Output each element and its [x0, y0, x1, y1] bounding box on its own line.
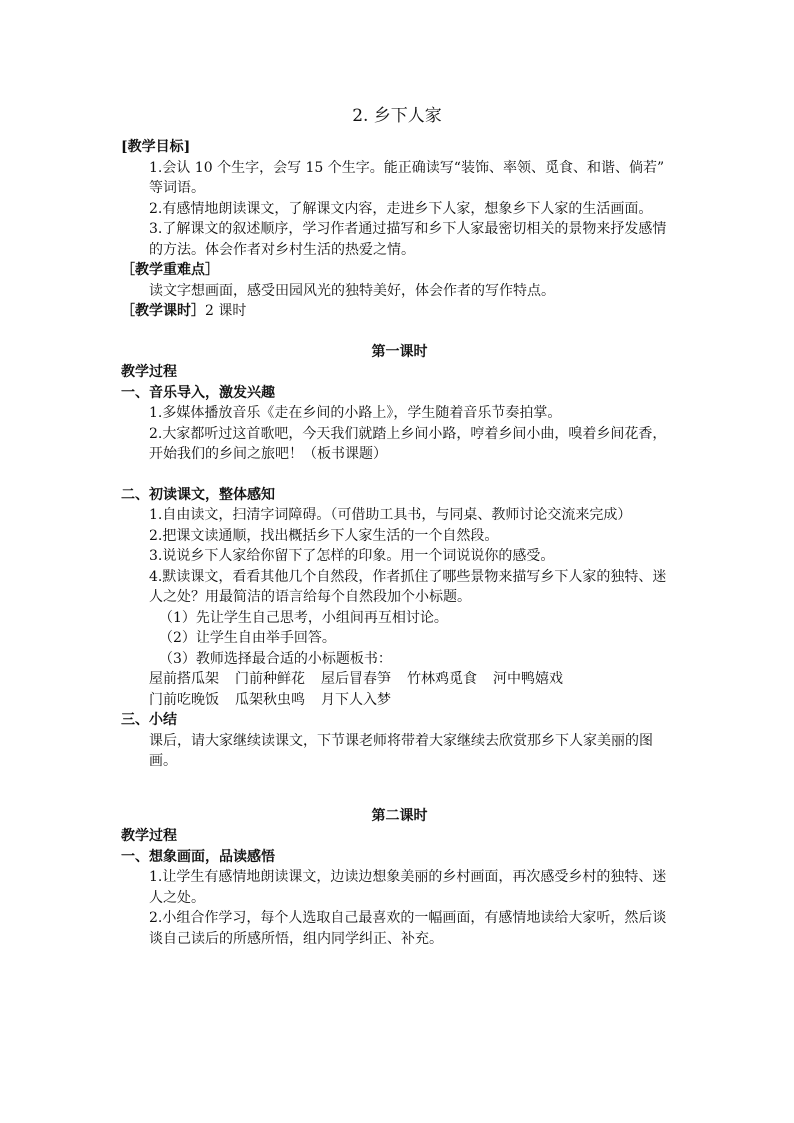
lesson2-part1-heading: 一、想象画面，品读感悟 [121, 848, 275, 865]
lesson1-part2-item: 4.默读课文，看看其他几个自然段，作者抓住了哪些景物来描写乡下人家的独特、迷人之处？用最简洁的语言给每个自然段加个小标题。 [149, 568, 667, 605]
lesson1-part1-item: 2.大家都听过这首歌吧，今天我们就踏上乡间小路，哼着乡间小曲，嗅着乡间花香，开始我们的乡间之旅吧！（板书课题） [149, 425, 667, 462]
spacer [121, 772, 678, 806]
lesson1-part2-item: 2.把课文读通顺，找出概括乡下人家生活的一个自然段。 [149, 527, 499, 544]
board-title: 瓜架秋虫鸣 [235, 691, 305, 708]
spacer [121, 322, 678, 342]
goals-heading: [教学目标] [121, 139, 191, 155]
lesson1-part3-text: 课后，请大家继续读课文，下节课老师将带着大家继续去欣赏那乡下人家美丽的图画。 [149, 732, 653, 769]
lesson1-part1-item: 1.多媒体播放音乐《走在乡间的小路上》，学生随着音乐节奏拍掌。 [149, 405, 562, 421]
lesson2-heading: 第二课时 [371, 807, 428, 824]
board-titles-row-1 [121, 669, 678, 690]
board-title: 门前吃晚饭 [149, 691, 219, 708]
board-title: 门前种鲜花 [235, 671, 305, 687]
lesson1-heading: 第一课时 [371, 343, 428, 360]
keypoints-text: 读文字想画面，感受田园风光的独特美好，体会作者的写作特点。 [149, 282, 555, 299]
spacer [121, 465, 678, 485]
lesson1-part2-subitem: （2）让学生自由举手回答。 [159, 630, 336, 646]
lesson1-part2-item: 3.说说乡下人家给你留下了怎样的印象。用一个词说说你的感受。 [149, 548, 555, 564]
board-titles-row-2 [121, 690, 678, 711]
lesson1-part1-heading: 一、音乐导入，激发兴趣 [121, 384, 275, 401]
lesson2-part1-item: 2.小组合作学习，每个人选取自己最喜欢的一幅画面，有感情地读给大家听，然后谈谈自己读后的所感所悟，组内同学纠正、补充。 [149, 910, 667, 947]
lesson1-part2-item: 1.自由读文，扫清字词障碍。（可借助工具书，与同桌、教师讨论交流来完成） [149, 507, 632, 523]
goal-item: 2.有感情地朗读课文，了解课文内容，走进乡下人家，想象乡下人家的生活画面。 [149, 200, 653, 217]
keypoints-heading-label: ［教学重难点］ [121, 262, 219, 278]
lesson-title: 2. 乡下人家 [352, 106, 442, 126]
hours-heading: ［教学课时］ [121, 303, 205, 319]
hours-text: 2 课时 [205, 303, 247, 319]
lesson1-part2-heading: 二、初读课文，整体感知 [121, 486, 275, 503]
hours-line [121, 301, 678, 322]
keypoints-heading [121, 260, 678, 281]
goal-item: 3.了解课文的叙述顺序，学习作者通过描写和乡下人家最密切相关的景物来抒发感情的方法。体会作者对乡村生活的热爱之情。 [149, 221, 667, 258]
lesson1-part2-subitem: （3）教师选择最合适的小标题板书： [159, 650, 392, 667]
board-title: 月下人入梦 [321, 691, 391, 708]
lesson2-process: 教学过程 [121, 828, 177, 844]
lesson2-part1-item: 1.让学生有感情地朗读课文，边读边想象美丽的乡村画面，再次感受乡村的独特、迷人之处。 [149, 869, 667, 906]
board-title: 竹林鸡觅食 [407, 671, 477, 687]
goal-item: 1.会认 10 个生字，会写 15 个生字。能正确读写“装饰、率领、觅食、和谐、倘若” 等词语。 [149, 159, 665, 196]
lesson1-process: 教学过程 [121, 364, 177, 380]
lesson1-part2-subitem: （1）先让学生自己思考，小组间再互相讨论。 [159, 609, 448, 626]
document-body [121, 137, 678, 949]
lesson1-part3-heading: 三、小结 [121, 712, 177, 728]
board-title: 屋后冒春笋 [321, 671, 391, 687]
board-title: 河中鸭嬉戏 [493, 671, 563, 687]
board-title: 屋前搭瓜架 [149, 671, 219, 687]
